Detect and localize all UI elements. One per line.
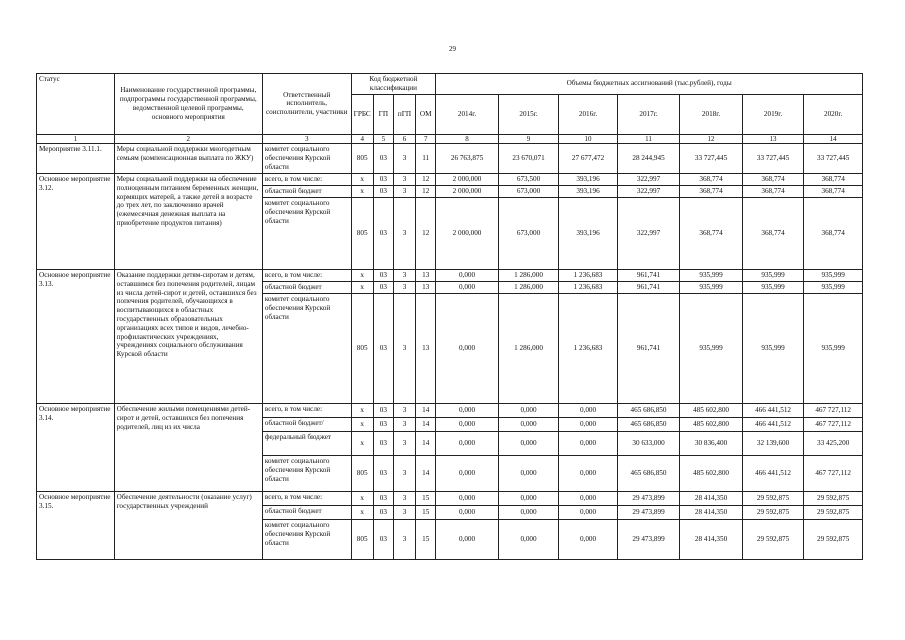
amount-cell: 23 670,071 [498,144,559,174]
gp-cell: 03 [373,282,393,294]
amount-cell: 0,000 [436,294,499,404]
amount-cell: 466 441,512 [742,404,804,418]
responsible-cell: федеральный бюджет [262,432,351,456]
program-name-cell: Обеспечение жилыми помещениями детей-сирот и детей, оставшихся без попечения родителей, лиц из их числа [114,404,262,492]
amount-cell: 368,774 [742,186,804,198]
amount-cell: 27 677,472 [559,144,617,174]
amount-cell: 29 592,875 [804,520,863,560]
status-cell: Основное мероприятие 3.15. [37,492,115,560]
gp-cell: 03 [373,144,393,174]
amount-cell: 0,000 [436,270,499,282]
grbs-cell: x [351,432,373,456]
amount-cell: 935,999 [804,282,863,294]
pgp-cell: 3 [393,186,415,198]
header-om: ОМ [416,94,436,134]
amount-cell: 465 686,850 [617,404,680,418]
amount-cell: 0,000 [559,492,617,506]
amount-cell: 28 244,945 [617,144,680,174]
amount-cell: 0,000 [436,404,499,418]
amount-cell: 935,999 [680,294,743,404]
amount-cell: 0,000 [436,282,499,294]
amount-cell: 961,741 [617,270,680,282]
amount-cell: 935,999 [804,270,863,282]
amount-cell: 935,999 [804,294,863,404]
om-cell: 14 [416,432,436,456]
amount-cell: 29 473,899 [617,506,680,520]
column-number: 4 [351,134,373,144]
om-cell: 14 [416,404,436,418]
responsible-cell: комитет социального обеспечения Курской области [262,456,351,492]
grbs-cell: 805 [351,294,373,404]
gp-cell: 03 [373,270,393,282]
amount-cell: 0,000 [498,404,559,418]
amount-cell: 0,000 [436,418,499,432]
column-number: 9 [498,134,559,144]
amount-cell: 0,000 [436,506,499,520]
header-year: 2017г. [617,94,680,134]
column-number: 7 [416,134,436,144]
gp-cell: 03 [373,506,393,520]
amount-cell: 673,000 [498,186,559,198]
gp-cell: 03 [373,174,393,186]
amount-cell: 961,741 [617,282,680,294]
column-number: 3 [262,134,351,144]
column-number: 5 [373,134,393,144]
grbs-cell: x [351,174,373,186]
pgp-cell: 3 [393,520,415,560]
header-year: 2019г. [742,94,804,134]
amount-cell: 33 425,200 [804,432,863,456]
amount-cell: 1 286,000 [498,270,559,282]
status-cell: Основное мероприятие 3.12. [37,174,115,270]
amount-cell: 368,774 [680,198,743,270]
header-year: 2015г. [498,94,559,134]
program-name-cell: Оказание поддержки детям-сиротам и детям, оставшимся без попечения родителей, лицам из числа детей-сирот и детей, оставшихся без попечения родителей, обучающихся в воспитывающихся в областных государственных образовательных организациях всех типов и видов, лечебно-профилактических учреждениях, учреждениях социального обслуживания Курской области [114,270,262,404]
responsible-cell: комитет социального обеспечения Курской области [262,294,351,404]
grbs-cell: 805 [351,456,373,492]
column-number: 1 [37,134,115,144]
om-cell: 12 [416,174,436,186]
amount-cell: 935,999 [680,270,743,282]
amount-cell: 0,000 [559,404,617,418]
amount-cell: 33 727,445 [742,144,804,174]
amount-cell: 0,000 [559,520,617,560]
gp-cell: 03 [373,456,393,492]
table-body [37,144,863,560]
amount-cell: 368,774 [804,186,863,198]
amount-cell: 1 236,683 [559,282,617,294]
gp-cell: 03 [373,418,393,432]
amount-cell: 0,000 [559,432,617,456]
amount-cell: 322,997 [617,186,680,198]
gp-cell: 03 [373,186,393,198]
responsible-cell: всего, в том числе: [262,404,351,418]
amount-cell: 29 592,875 [742,506,804,520]
amount-cell: 2 000,000 [436,174,499,186]
column-number: 11 [617,134,680,144]
gp-cell: 03 [373,520,393,560]
pgp-cell: 3 [393,492,415,506]
amount-cell: 30 633,000 [617,432,680,456]
amount-cell: 485 602,800 [680,418,743,432]
pgp-cell: 3 [393,198,415,270]
table-row [37,174,863,186]
om-cell: 14 [416,418,436,432]
om-cell: 11 [416,144,436,174]
header-grbs: ГРБС [351,94,373,134]
budget-allocation-table [36,73,863,560]
pgp-cell: 3 [393,506,415,520]
grbs-cell: x [351,492,373,506]
om-cell: 12 [416,186,436,198]
amount-cell: 29 592,875 [804,506,863,520]
responsible-cell: всего, в том числе: [262,270,351,282]
grbs-cell: x [351,282,373,294]
pgp-cell: 3 [393,456,415,492]
amount-cell: 33 727,445 [804,144,863,174]
amount-cell: 28 414,350 [680,492,743,506]
header-gp: ГП [373,94,393,134]
amount-cell: 0,000 [436,492,499,506]
header-year: 2018г. [680,94,743,134]
gp-cell: 03 [373,404,393,418]
pgp-cell: 3 [393,174,415,186]
amount-cell: 0,000 [498,456,559,492]
om-cell: 13 [416,294,436,404]
amount-cell: 0,000 [559,456,617,492]
responsible-cell: комитет социального обеспечения Курской области [262,520,351,560]
amount-cell: 961,741 [617,294,680,404]
amount-cell: 28 414,350 [680,506,743,520]
column-number: 6 [393,134,415,144]
table-row [37,144,863,174]
amount-cell: 0,000 [559,418,617,432]
table-row [37,492,863,506]
responsible-cell: областной бюджет [262,282,351,294]
amount-cell: 466 441,512 [742,418,804,432]
header-responsible: Ответственный исполнитель, соисполнители, участники [262,74,351,135]
column-number: 13 [742,134,804,144]
grbs-cell: x [351,506,373,520]
column-number: 10 [559,134,617,144]
amount-cell: 0,000 [498,418,559,432]
responsible-cell: областной бюджет/ [262,418,351,432]
amount-cell: 368,774 [804,198,863,270]
pgp-cell: 3 [393,418,415,432]
status-cell: Мероприятие 3.11.1. [37,144,115,174]
header-name: Наименование государственной программы, подпрограммы государственной программы, ведомственной целевой программы, основного мероприятия [114,74,262,135]
pgp-cell: 3 [393,404,415,418]
amount-cell: 368,774 [680,186,743,198]
amount-cell: 0,000 [436,432,499,456]
header-year: 2014г. [436,94,499,134]
amount-cell: 368,774 [742,198,804,270]
amount-cell: 29 473,899 [617,492,680,506]
grbs-cell: x [351,418,373,432]
table-row [37,404,863,418]
responsible-cell: комитет социального обеспечения Курской области [262,198,351,270]
responsible-cell: всего, в том числе: [262,174,351,186]
amount-cell: 393,196 [559,174,617,186]
column-number: 12 [680,134,743,144]
amount-cell: 322,997 [617,198,680,270]
header-year: 2020г. [804,94,863,134]
grbs-cell: 805 [351,144,373,174]
amount-cell: 322,997 [617,174,680,186]
program-name-cell: Меры социальной поддержки на обеспечение полноценным питанием беременных женщин, кормящих матерей, а также детей в возрасте до трех лет, по заключению врачей (ежемесячная денежная выплата на приобретение продуктов питания) [114,174,262,270]
amount-cell: 1 286,000 [498,294,559,404]
header-pgp: пГП [393,94,415,134]
amount-cell: 29 592,875 [742,520,804,560]
pgp-cell: 3 [393,432,415,456]
amount-cell: 467 727,112 [804,404,863,418]
amount-cell: 0,000 [559,506,617,520]
responsible-cell: областной бюджет [262,506,351,520]
gp-cell: 03 [373,294,393,404]
om-cell: 15 [416,520,436,560]
amount-cell: 466 441,512 [742,456,804,492]
grbs-cell: x [351,404,373,418]
amount-cell: 935,999 [742,270,804,282]
gp-cell: 03 [373,198,393,270]
amount-cell: 33 727,445 [680,144,743,174]
grbs-cell: x [351,186,373,198]
column-number: 2 [114,134,262,144]
grbs-cell: 805 [351,198,373,270]
amount-cell: 673,500 [498,174,559,186]
amount-cell: 368,774 [680,174,743,186]
table-row [37,270,863,282]
pgp-cell: 3 [393,270,415,282]
pgp-cell: 3 [393,282,415,294]
amount-cell: 1 286,000 [498,282,559,294]
header-budget-code: Код бюджетной классификации [351,74,436,95]
page-number: 29 [449,45,456,53]
responsible-cell: комитет социального обеспечения Курской области [262,144,351,174]
amount-cell: 0,000 [436,456,499,492]
program-name-cell: Обеспечение деятельности (оказание услуг) государственных учреждений [114,492,262,560]
gp-cell: 03 [373,432,393,456]
amount-cell: 0,000 [498,506,559,520]
amount-cell: 673,000 [498,198,559,270]
om-cell: 15 [416,506,436,520]
amount-cell: 28 414,350 [680,520,743,560]
om-cell: 15 [416,492,436,506]
amount-cell: 368,774 [742,174,804,186]
column-number: 14 [804,134,863,144]
amount-cell: 393,196 [559,186,617,198]
amount-cell: 393,196 [559,198,617,270]
amount-cell: 29 473,899 [617,520,680,560]
amount-cell: 1 236,683 [559,294,617,404]
amount-cell: 26 763,875 [436,144,499,174]
amount-cell: 30 836,400 [680,432,743,456]
grbs-cell: 805 [351,520,373,560]
amount-cell: 467 727,112 [804,418,863,432]
pgp-cell: 3 [393,144,415,174]
amount-cell: 0,000 [498,432,559,456]
amount-cell: 0,000 [498,492,559,506]
status-cell: Основное мероприятие 3.14. [37,404,115,492]
om-cell: 12 [416,198,436,270]
amount-cell: 935,999 [742,294,804,404]
amount-cell: 368,774 [804,174,863,186]
amount-cell: 935,999 [680,282,743,294]
program-name-cell: Меры социальной поддержки многодетным семьям (компенсационная выплата по ЖКУ) [114,144,262,174]
amount-cell: 1 236,683 [559,270,617,282]
amount-cell: 29 592,875 [804,492,863,506]
amount-cell: 465 686,850 [617,456,680,492]
amount-cell: 29 592,875 [742,492,804,506]
amount-cell: 0,000 [436,520,499,560]
column-number: 8 [436,134,499,144]
amount-cell: 467 727,112 [804,456,863,492]
amount-cell: 485 602,800 [680,456,743,492]
amount-cell: 0,000 [498,520,559,560]
status-cell: Основное мероприятие 3.13. [37,270,115,404]
amount-cell: 485 602,800 [680,404,743,418]
amount-cell: 935,999 [742,282,804,294]
header-volumes: Объемы бюджетных ассигнований (тыс.рублей), годы [436,74,863,95]
pgp-cell: 3 [393,294,415,404]
header-year: 2016г. [559,94,617,134]
om-cell: 13 [416,270,436,282]
column-number-row [37,134,863,144]
amount-cell: 32 139,600 [742,432,804,456]
om-cell: 14 [416,456,436,492]
responsible-cell: областной бюджет [262,186,351,198]
responsible-cell: всего, в том числе: [262,492,351,506]
header-status: Статус [37,74,115,135]
om-cell: 13 [416,282,436,294]
amount-cell: 2 000,000 [436,198,499,270]
amount-cell: 2 000,000 [436,186,499,198]
amount-cell: 465 686,850 [617,418,680,432]
gp-cell: 03 [373,492,393,506]
grbs-cell: x [351,270,373,282]
